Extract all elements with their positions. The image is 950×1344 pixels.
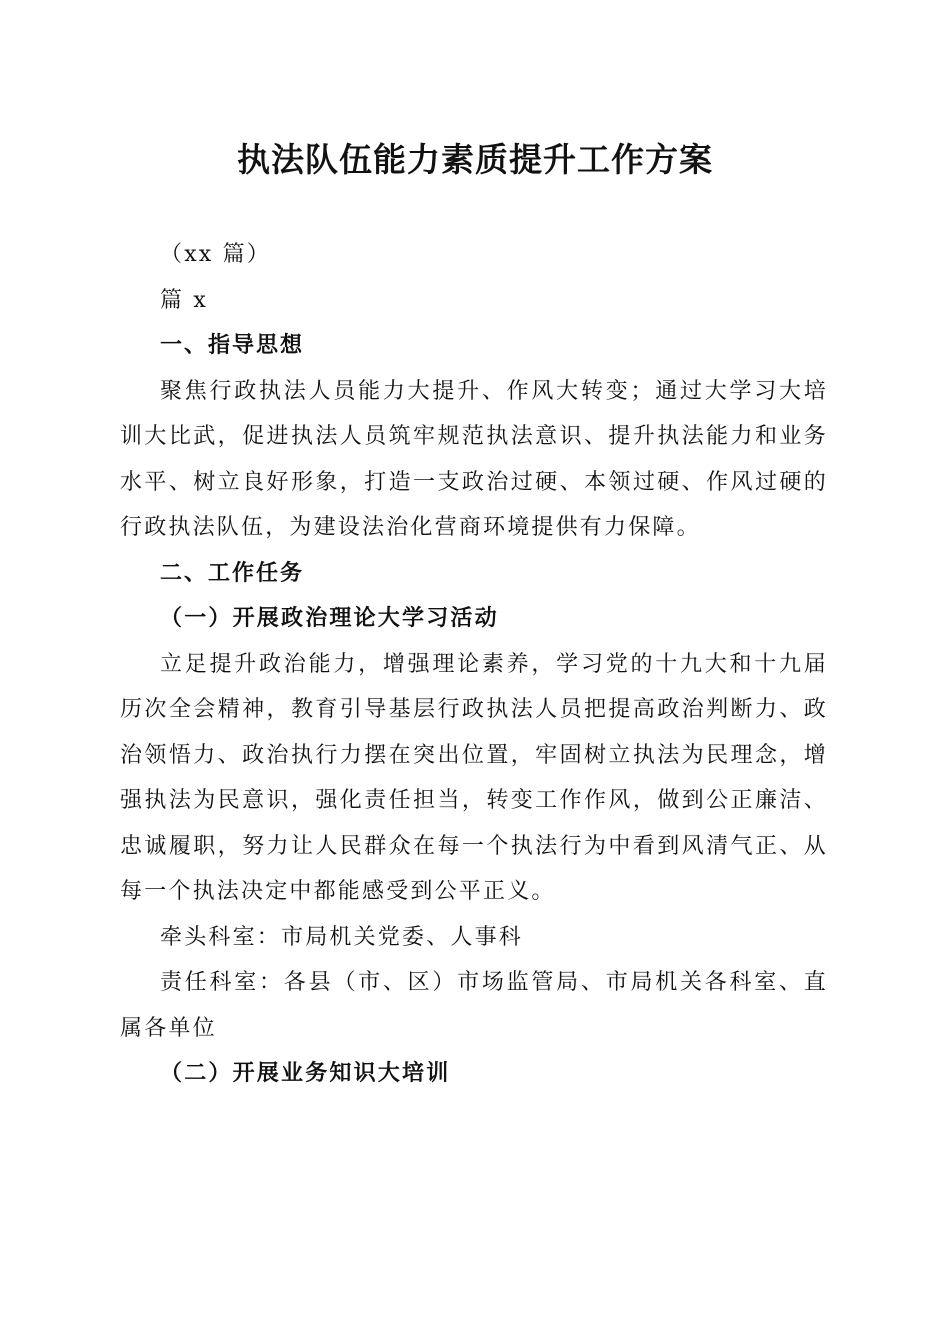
responsible-office: 责任科室：各县（市、区）市场监管局、市局机关各科室、直属各单位 [120, 970, 828, 1041]
section-heading-work-tasks: 二、工作任务 [160, 560, 305, 586]
chapter-label: 篇 x [160, 287, 209, 313]
document-title: 执法队伍能力素质提升工作方案 [237, 140, 713, 179]
paragraph-political-study: 立足提升政治能力，增强理论素养，学习党的十九大和十九届历次全会精神，教育引导基层行政执法人员把提高政治判断力、政治领悟力、政治执行力摆在突出位置，牢固树立执法为民理念，增强执法为民意识，强化责任担当，转变工作作风，做到公正廉洁、忠诚履职，努力让人民群众在每一个执法行为中看到风清气正、从每一个执法决定中都能感受到公平正义。 [120, 651, 828, 904]
lead-office: 牵头科室：市局机关党委、人事科 [160, 924, 524, 950]
source-note: （xx 篇） [160, 242, 272, 267]
section-heading-guiding-ideology: 一、指导思想 [160, 333, 305, 358]
paragraph-guiding-ideology: 聚焦行政执法人员能力大提升、作风大转变；通过大学习大培训大比武，促进执法人员筑牢规范执法意识、提升执法能力和业务水平、树立良好形象，打造一支政治过硬、本领过硬、作风过硬的行政执法队伍，为建设法治化营商环境提供有力保障。 [120, 378, 828, 540]
subsection-heading-business-training: （二）开展业务知识大培训 [160, 1060, 451, 1086]
subsection-heading-political-study: （一）开展政治理论大学习活动 [160, 605, 499, 631]
document-body [120, 232, 828, 1097]
